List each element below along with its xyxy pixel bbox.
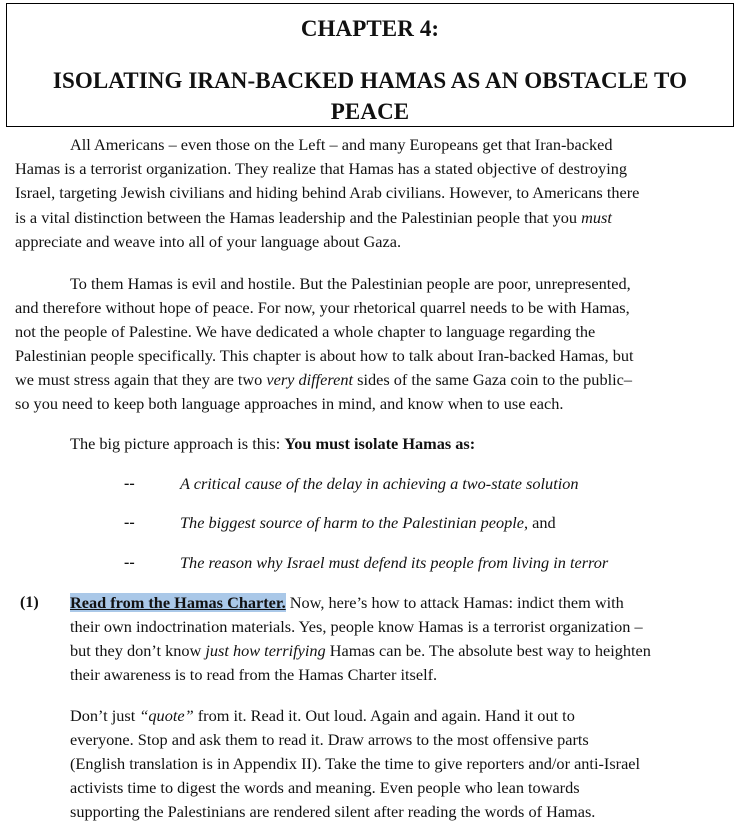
paragraph-line: not the people of Palestine. We have dedicated a whole chapter to language regarding the: [15, 322, 596, 341]
bold-text: You must isolate Hamas as:: [284, 434, 476, 453]
paragraph-line: [70, 705, 575, 727]
emphasis-text: must: [581, 208, 612, 227]
bullet-dash: --: [124, 554, 135, 571]
bullet-dash: --: [124, 475, 135, 492]
paragraph-line: appreciate and weave into all of your language about Gaza.: [15, 232, 402, 251]
paragraph-line: To them Hamas is evil and hostile. But the Palestinian people are poor, unrepresented,: [70, 274, 631, 293]
paragraph-3: [70, 433, 475, 455]
text-segment: The big picture approach is this:: [70, 434, 285, 453]
text-segment: Don’t just: [70, 706, 140, 725]
paragraph-line: their awareness is to read from the Hamas Charter itself.: [70, 665, 438, 684]
paragraph-line: Hamas is a terrorist organization. They realize that Hamas has a stated objective of destroying: [15, 159, 628, 178]
bullet-text: A critical cause of the delay in achieving a two-state solution: [180, 474, 579, 493]
paragraph-line: and therefore without hope of peace. For now, your rhetorical quarrel needs to be with Hamas,: [15, 298, 630, 317]
bullet-dash: --: [124, 514, 135, 531]
item-number: (1): [20, 594, 39, 611]
paragraph-line: supporting the Palestinians are rendered silent after reading the words of Hamas.: [70, 802, 596, 821]
chapter-title-line-1: ISOLATING IRAN-BACKED HAMAS AS AN OBSTACLE TO: [52, 68, 688, 93]
paragraph-line: (English translation is in Appendix II). Take the time to give reporters and/or anti-Israel: [70, 754, 641, 773]
paragraph-line: All Americans – even those on the Left – and many Europeans get that Iran-backed: [70, 135, 613, 154]
text-segment: Now, here’s how to attack Hamas: indict them with: [285, 593, 624, 612]
paragraph-line: [70, 592, 624, 614]
text-segment: is a vital distinction between the Hamas leadership and the Palestinian people that you: [15, 208, 582, 227]
highlighted-heading[interactable]: Read from the Hamas Charter.: [70, 593, 286, 612]
paragraph-line: everyone. Stop and ask them to read it. Draw arrows to the most offensive parts: [70, 730, 589, 749]
emphasis-text: just how terrifying: [205, 641, 326, 660]
paragraph-line: [15, 369, 632, 391]
emphasis-text: “quote”: [139, 706, 194, 725]
chapter-number: CHAPTER 4:: [300, 16, 440, 41]
bullet-suffix: , and: [523, 513, 556, 532]
chapter-title-box: [6, 3, 734, 127]
paragraph-line: activists time to digest the words and meaning. Even people who lean towards: [70, 778, 580, 797]
text-segment: we must stress again that they are two: [15, 370, 267, 389]
bullet-item: [180, 473, 579, 495]
text-segment: from it. Read it. Out loud. Again and again. Hand it out to: [193, 706, 575, 725]
paragraph-line: Palestinian people specifically. This chapter is about how to talk about Iran-backed Hamas, but: [15, 346, 634, 365]
paragraph-line: [15, 207, 612, 229]
paragraph-line: their own indoctrination materials. Yes, people know Hamas is a terrorist organization –: [70, 617, 643, 636]
paragraph-line: [70, 640, 651, 662]
emphasis-text: very different: [266, 370, 354, 389]
text-segment: Hamas can be. The absolute best way to heighten: [325, 641, 651, 660]
paragraph-line: Israel, targeting Jewish civilians and hiding behind Arab civilians. However, to Americans there: [15, 183, 640, 202]
chapter-title-line-2: PEACE: [330, 99, 410, 124]
text-segment: sides of the same Gaza coin to the public–: [353, 370, 633, 389]
paragraph-line: so you need to keep both language approaches in mind, and know when to use each.: [15, 394, 564, 413]
bullet-item: [180, 552, 608, 574]
bullet-text: The biggest source of harm to the Palestinian people: [180, 513, 524, 532]
bullet-item: [180, 512, 556, 534]
bullet-text: The reason why Israel must defend its people from living in terror: [180, 553, 609, 572]
text-segment: but they don’t know: [70, 641, 206, 660]
